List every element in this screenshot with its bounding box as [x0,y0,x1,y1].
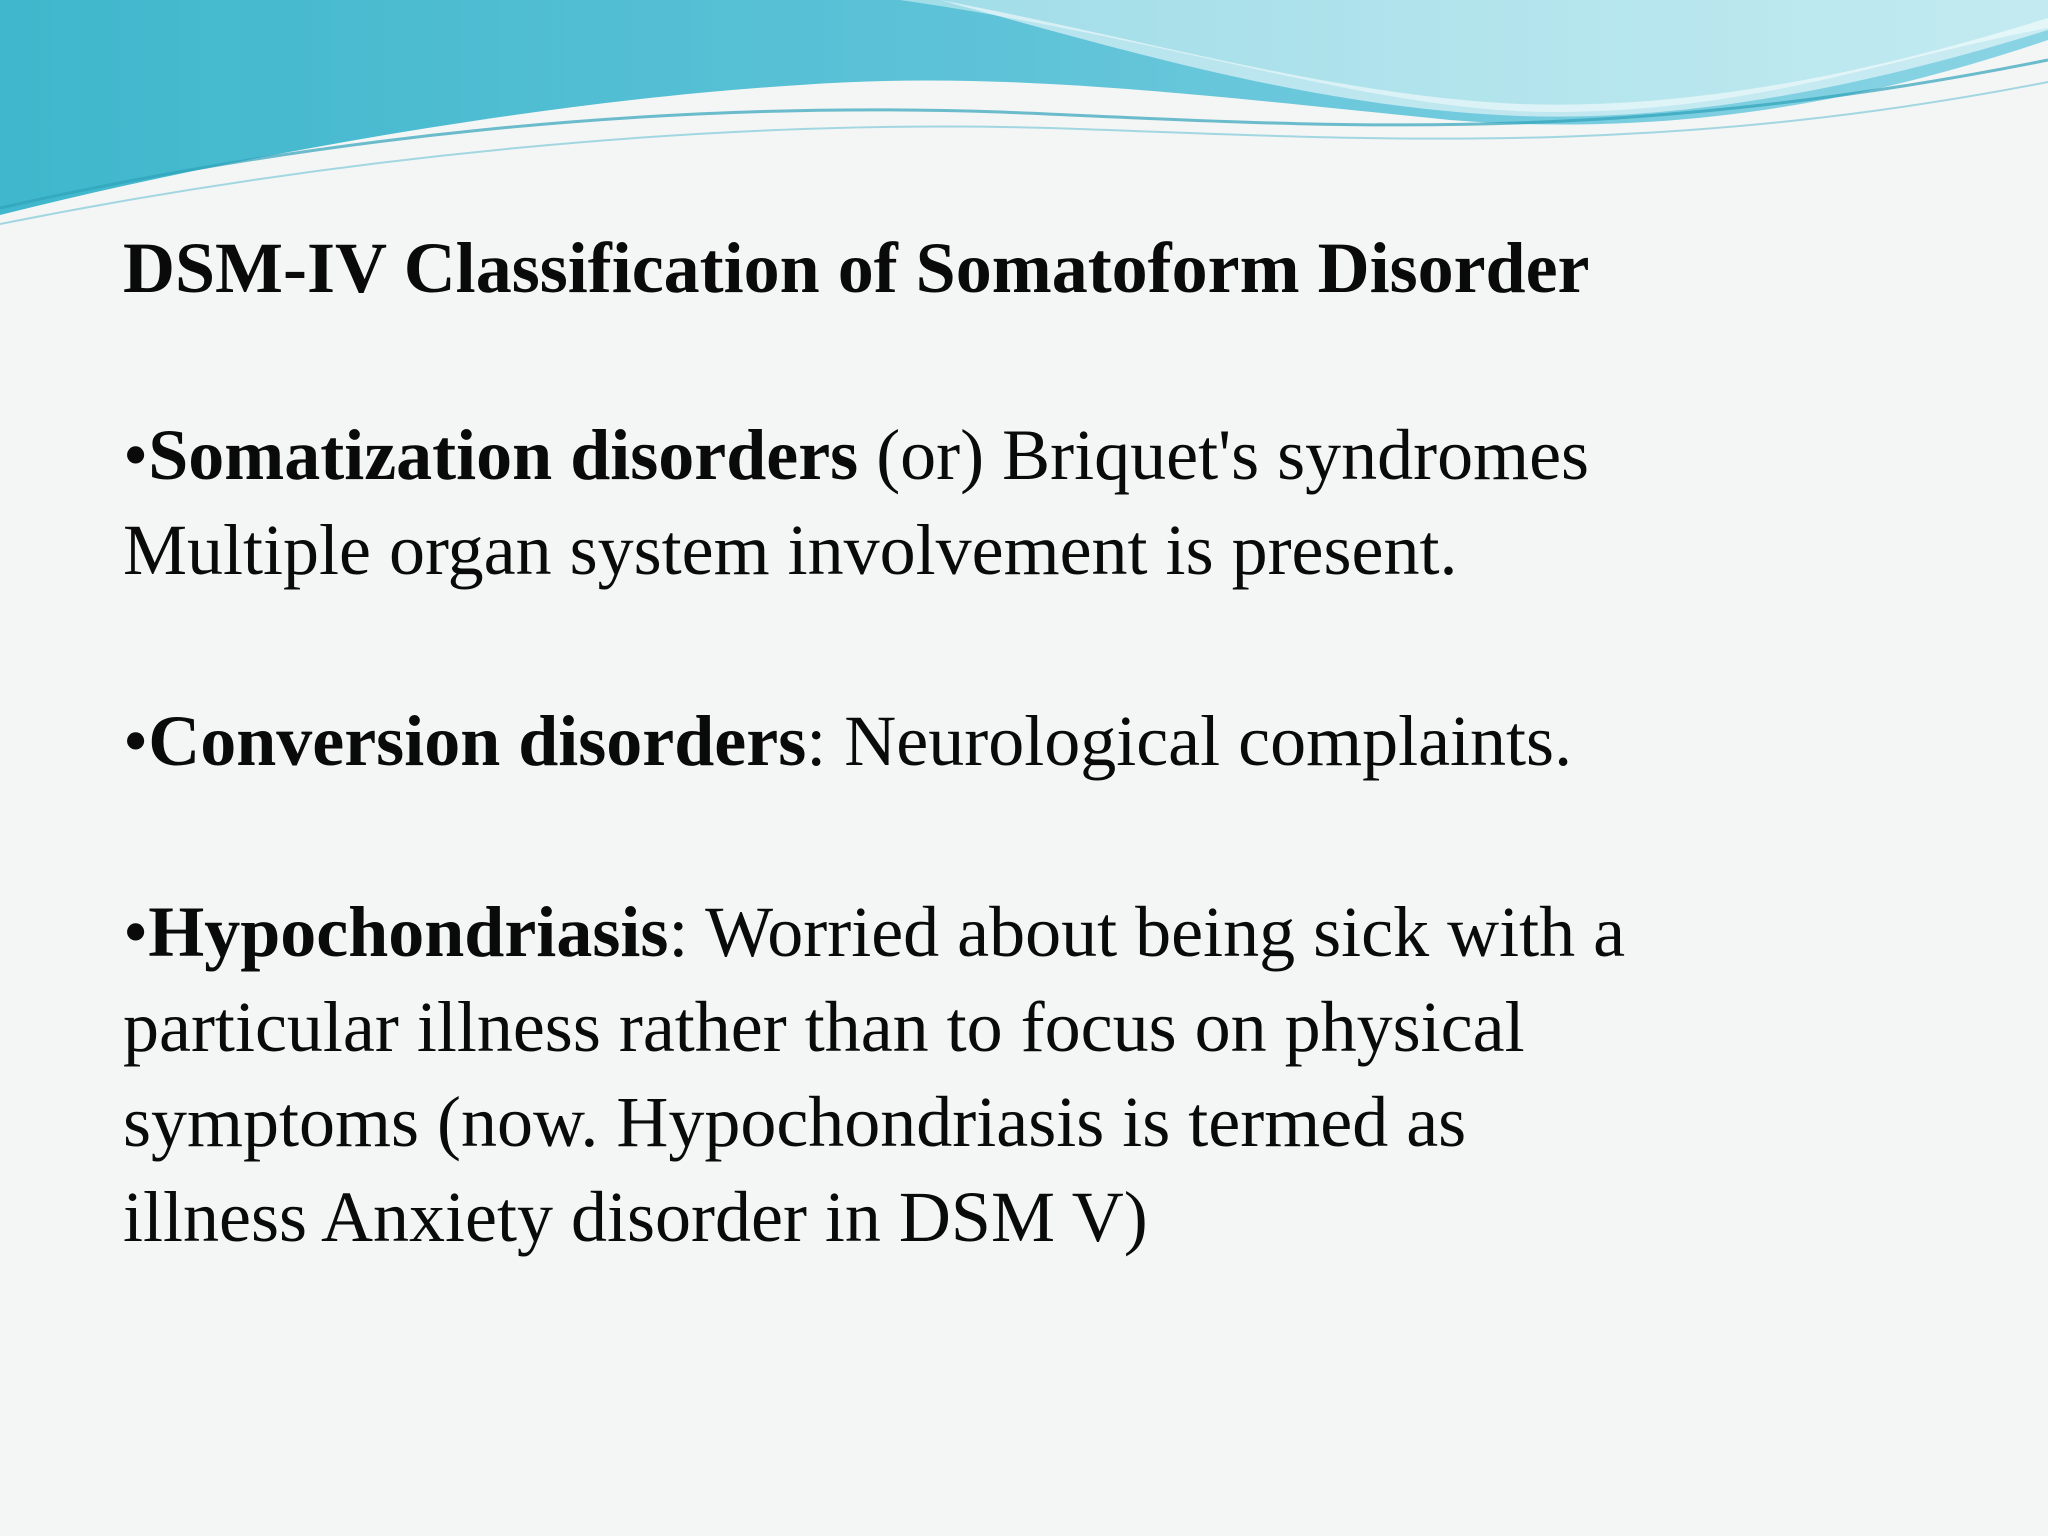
description: Neurological complaints. [826,701,1573,781]
list-item-somatization [123,408,1983,598]
bullet: • [123,701,149,781]
slide-content [123,224,1983,1265]
list-item-conversion [123,694,1983,789]
bullet: • [123,415,149,495]
description-line-1: Briquet's syndromes [1002,415,1590,495]
slide-title: DSM-IV Classification of Somatoform Disorder [123,228,1590,308]
description-line-3: symptoms (now. Hypochondriasis is termed as [123,1082,1467,1162]
separator: : [806,701,827,781]
bullet: • [123,892,149,972]
description-line-2: Multiple organ system involvement is present. [123,510,1458,590]
decorative-wave-header [0,0,2048,240]
term-somatization: Somatization disorders [148,415,859,495]
separator: (or) [858,415,1003,495]
list-item-hypochondriasis [123,885,1983,1265]
description-line-4: illness Anxiety disorder in DSM V) [123,1177,1148,1257]
description-line-2: particular illness rather than to focus on physical [123,987,1525,1067]
term-conversion: Conversion disorders [148,701,807,781]
term-hypochondriasis: Hypochondriasis [148,892,669,972]
description-line-1: Worried about being sick with a [688,892,1626,972]
separator: : [668,892,689,972]
